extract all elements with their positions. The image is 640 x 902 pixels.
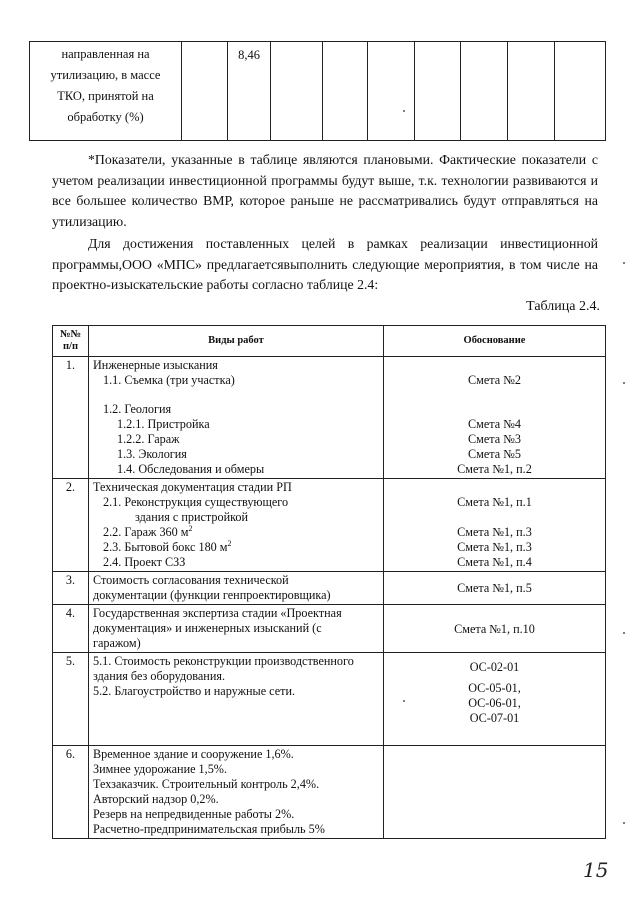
table-cell [555, 42, 606, 141]
indicator-description: направленная на утилизацию, в массе ТКО, принятой на обработку (%) [30, 42, 182, 141]
table-cell [323, 42, 368, 141]
work-cell: Временное здание и сооружение 1,6%. Зимнее удорожание 1,5%. Техзаказчик. Строительный контроль 2,4%. Авторский надзор 0,2%. Резерв на непредвиденные работы 2%. Расчетно-предпринимательская прибыль 5% [89, 746, 384, 839]
table-caption: Таблица 2.4. [526, 299, 600, 314]
row-number: 4. [53, 605, 89, 653]
table-header-row [53, 326, 606, 357]
table-row [53, 479, 606, 572]
table-cell [461, 42, 508, 141]
page-number: 15 [583, 858, 609, 882]
table-row [53, 357, 606, 479]
table-row [53, 605, 606, 653]
basis-cell: Смета №1, п.5 [384, 572, 606, 605]
basis-cell: Смета №2 Смета №4 Смета №3 Смета №5 Смета №1, п.2 [384, 357, 606, 479]
work-cell: Инженерные изыскания 1.1. Съемка (три участка) 1.2. Геология 1.2.1. Пристройка 1.2.2. Гараж 1.3. Экология 1.4. Обследования и обмеры [89, 357, 384, 479]
row-number: 6. [53, 746, 89, 839]
intro-paragraph: Для достижения поставленных целей в рамках реализации инвестиционной программы,ООО «МПС» предлагаетсявыполнить следующие мероприятия, в том числе на проектно-изыскательские работы согласно таблице 2.4: [52, 236, 598, 292]
footnote-paragraph: *Показатели, указанные в таблице являются плановыми. Фактические показатели с учетом реализации инвестиционной программы будут выше, т.к. технологии развиваются и все большее количество ВМР, которое раньше не рассматривались будут отправляться на утилизацию. [52, 152, 598, 229]
scan-speck [403, 700, 405, 702]
header-num: №№ п/п [53, 326, 89, 357]
row-number: 1. [53, 357, 89, 479]
table-cell [182, 42, 228, 141]
work-cell: Техническая документация стадии РП 2.1. Реконструкция существующего здания с пристройкой 2.2. Гараж 360 $м^2$ 2.3. Бытовой бокс 180 $м^2$ 2.4. Проект СЗЗ [89, 479, 384, 572]
table-cell [368, 42, 415, 141]
table-cell [271, 42, 323, 141]
work-cell: Стоимость согласования технической документации (функции генпроектировщика) [89, 572, 384, 605]
basis-cell: Смета №1, п.10 [384, 605, 606, 653]
basis-cell: Смета №1, п.1 Смета №1, п.3 Смета №1, п.3 Смета №1, п.4 [384, 479, 606, 572]
indicator-value: 8,46 [228, 42, 271, 141]
scan-speck [623, 822, 625, 824]
scan-speck [403, 110, 405, 112]
scan-speck [623, 632, 625, 634]
row-number: 2. [53, 479, 89, 572]
scan-speck [623, 382, 625, 384]
work-cell: Государственная экспертиза стадии «Проектная документация» и инженерных изысканий (с гаражом) [89, 605, 384, 653]
work-cell: 5.1. Стоимость реконструкции производственного здания без оборудования. 5.2. Благоустройство и наружные сети. [89, 653, 384, 746]
row-number: 3. [53, 572, 89, 605]
table-cell [508, 42, 555, 141]
table-row [53, 653, 606, 746]
table-row [30, 42, 606, 141]
table-row [53, 746, 606, 839]
table-row [53, 572, 606, 605]
top-table-fragment [29, 41, 606, 141]
row-number: 5. [53, 653, 89, 746]
table-cell [415, 42, 461, 141]
basis-cell [384, 746, 606, 839]
header-work: Виды работ [89, 326, 384, 357]
works-table [52, 325, 606, 839]
scan-speck [623, 262, 625, 264]
basis-cell: ОС-02-01 ОС-05-01, ОС-06-01, ОС-07-01 [384, 653, 606, 746]
header-basis: Обоснование [384, 326, 606, 357]
